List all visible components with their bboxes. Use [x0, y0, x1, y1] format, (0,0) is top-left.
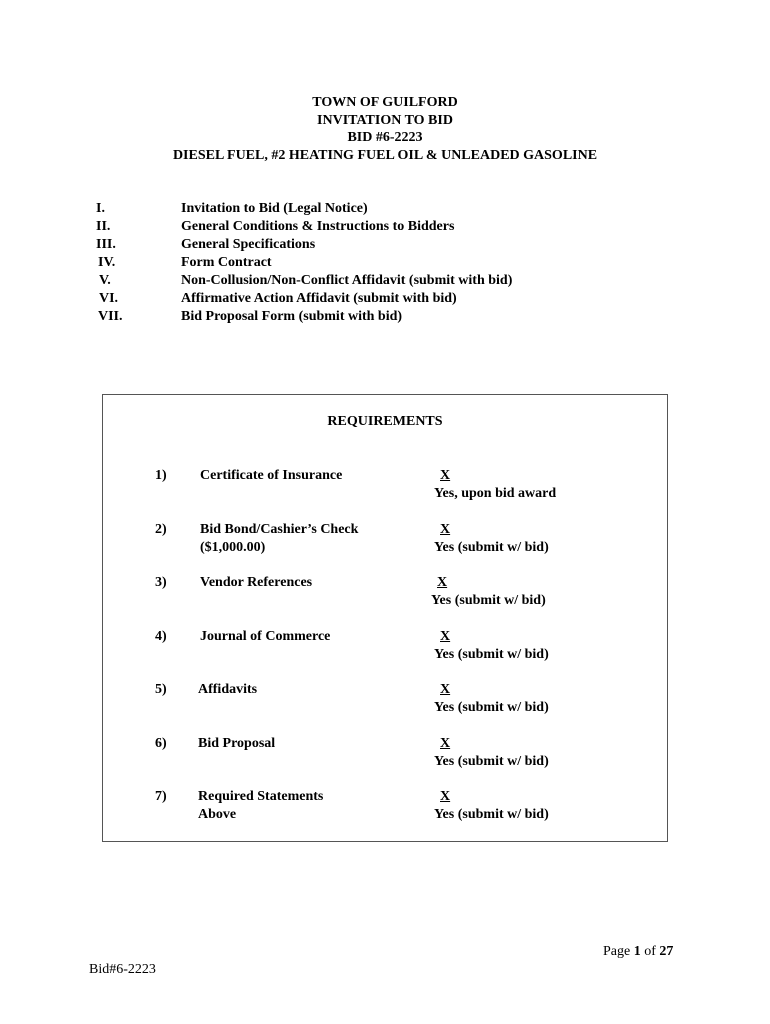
requirement-answer: Yes (submit w/ bid) — [434, 540, 549, 555]
check-mark: X — [437, 575, 448, 590]
requirement-number: 2) — [155, 522, 167, 537]
footer-bid-reference: Bid#6-2223 — [89, 962, 156, 977]
requirement-number: 3) — [155, 575, 167, 590]
requirement-check — [434, 467, 556, 503]
toc-item — [0, 219, 770, 237]
bid-number: BID #6-2223 — [347, 130, 423, 145]
requirement-check — [434, 735, 549, 771]
toc-item — [0, 291, 770, 309]
toc-text: General Specifications — [181, 237, 316, 252]
toc-number: VI. — [99, 291, 119, 306]
toc-item — [0, 237, 770, 255]
toc-number: III. — [96, 237, 116, 252]
toc-text: Non-Collusion/Non-Conflict Affidavit (submit with bid) — [181, 273, 513, 288]
requirement-number: 4) — [155, 629, 167, 644]
requirement-label: Required Statements Above — [198, 789, 324, 822]
check-mark: X — [440, 682, 451, 697]
requirement-label: Bid Proposal — [198, 736, 276, 751]
requirement-label: Certificate of Insurance — [200, 468, 343, 483]
toc-number: I. — [96, 201, 105, 216]
requirement-check — [434, 681, 549, 717]
toc-number: V. — [99, 273, 111, 288]
toc-number: II. — [96, 219, 111, 234]
toc-item — [0, 309, 770, 327]
toc-text: Bid Proposal Form (submit with bid) — [181, 309, 403, 324]
requirement-answer: Yes, upon bid award — [434, 486, 557, 501]
check-mark: X — [440, 468, 451, 483]
requirement-label: Bid Bond/Cashier’s Check ($1,000.00) — [200, 522, 359, 555]
toc-text: Invitation to Bid (Legal Notice) — [181, 201, 368, 216]
requirement-answer: Yes (submit w/ bid) — [434, 754, 549, 769]
requirement-number: 6) — [155, 736, 167, 751]
toc-item — [0, 255, 770, 273]
page-number: Page 1 of 27 — [603, 944, 674, 959]
requirement-answer: Yes (submit w/ bid) — [434, 807, 549, 822]
town-name: TOWN OF GUILFORD — [312, 95, 458, 110]
requirement-answer: Yes (submit w/ bid) — [434, 700, 549, 715]
requirement-answer: Yes (submit w/ bid) — [434, 647, 549, 662]
toc-text: Affirmative Action Affidavit (submit with bid) — [181, 291, 457, 306]
toc-text: Form Contract — [181, 255, 272, 270]
requirement-number: 7) — [155, 789, 167, 804]
toc-item — [0, 273, 770, 291]
check-mark: X — [440, 736, 451, 751]
toc-number: VII. — [98, 309, 123, 324]
requirements-title: REQUIREMENTS — [327, 414, 443, 429]
toc-item — [0, 201, 770, 219]
check-mark: X — [440, 629, 451, 644]
table-of-contents — [0, 201, 770, 327]
current-page: 1 — [633, 944, 641, 959]
requirement-label: Journal of Commerce — [200, 629, 331, 644]
requirement-label: Vendor References — [200, 575, 313, 590]
requirement-label: Affidavits — [198, 682, 258, 697]
bid-subject: DIESEL FUEL, #2 HEATING FUEL OIL & UNLEADED GASOLINE — [172, 147, 598, 163]
requirement-check — [434, 521, 549, 557]
total-pages: 27 — [659, 944, 674, 959]
requirement-check — [434, 788, 549, 824]
requirement-check — [434, 628, 549, 664]
requirement-check — [431, 574, 546, 610]
requirement-number: 1) — [155, 468, 167, 483]
check-mark: X — [440, 789, 451, 804]
requirement-number: 5) — [155, 682, 167, 697]
check-mark: X — [440, 522, 451, 537]
document-type: INVITATION TO BID — [317, 112, 453, 128]
requirement-answer: Yes (submit w/ bid) — [431, 593, 546, 608]
toc-number: IV. — [98, 255, 116, 270]
requirements-box — [102, 394, 668, 842]
document-title-block — [0, 94, 770, 164]
toc-text: General Conditions & Instructions to Bidders — [181, 219, 455, 234]
